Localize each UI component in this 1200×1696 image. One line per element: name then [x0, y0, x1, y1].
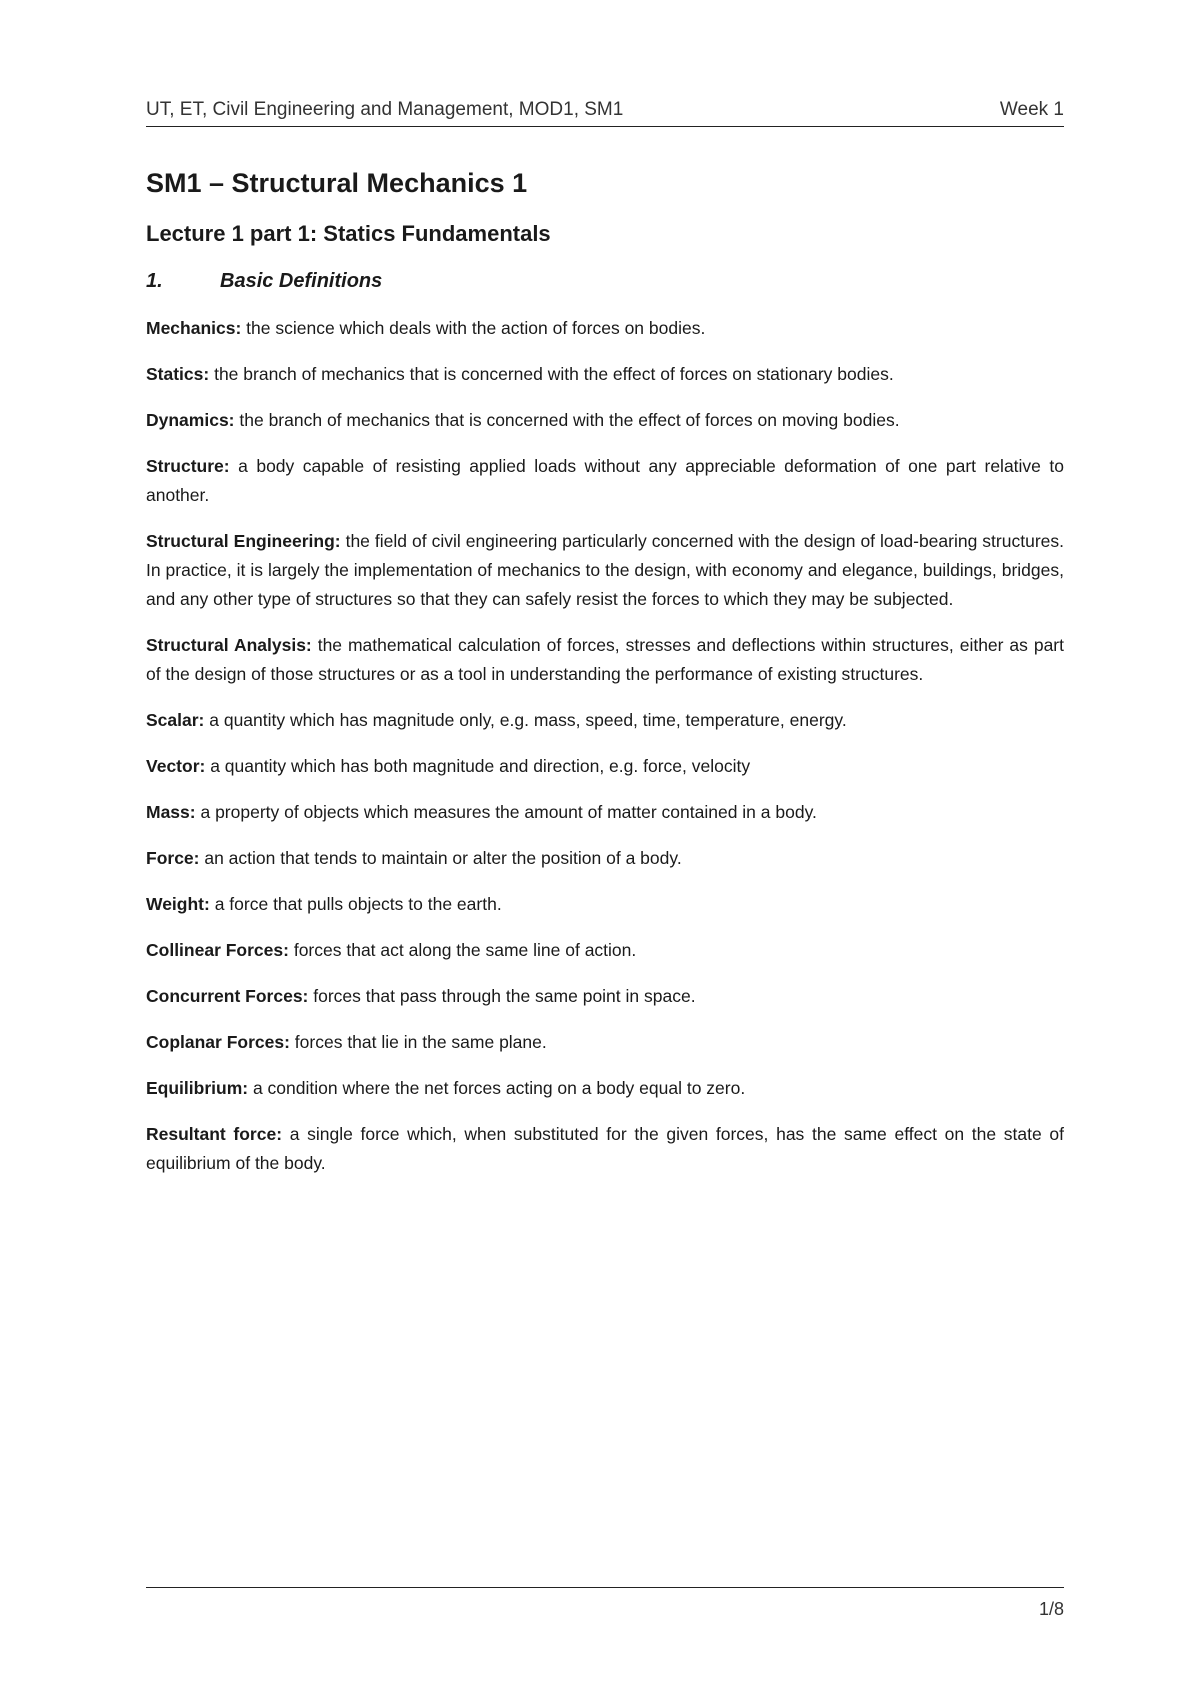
definition-statics — [146, 360, 1064, 389]
page-number: 1/8 — [1038, 1599, 1064, 1619]
section-title: Basic Definitions — [220, 270, 383, 292]
section-number: 1. — [146, 270, 163, 292]
section-heading — [146, 268, 1064, 294]
definition-term: Concurrent Forces: — [146, 986, 309, 1006]
definition-concurrent-forces — [146, 982, 1064, 1011]
definition-vector — [146, 752, 1064, 781]
definition-term: Equilibrium: — [146, 1078, 249, 1098]
definition-term: Structural Engineering: — [146, 531, 341, 551]
definition-term: Mechanics: — [146, 318, 242, 338]
definition-coplanar-forces — [146, 1028, 1064, 1057]
definition-term: Coplanar Forces: — [146, 1032, 290, 1052]
definition-text: the branch of mechanics that is concerned with the effect of forces on stationary bodies. — [209, 364, 894, 384]
definition-text: the mathematical calculation of forces, stresses and deflections within structures, either as part of the design of those structures or as a tool in understanding the performance of existing structures. — [146, 635, 1065, 684]
page-footer — [146, 1587, 1064, 1619]
definition-scalar — [146, 706, 1064, 735]
document-body — [146, 166, 1064, 1195]
definition-resultant-force — [146, 1120, 1064, 1178]
definition-collinear-forces — [146, 936, 1064, 965]
definition-dynamics — [146, 406, 1064, 435]
definition-text: a condition where the net forces acting on a body equal to zero. — [248, 1078, 746, 1098]
definition-text: forces that lie in the same plane. — [289, 1032, 547, 1052]
definition-text: an action that tends to maintain or alter the position of a body. — [199, 848, 682, 868]
definition-text: forces that act along the same line of action. — [288, 940, 637, 960]
lecture-title: Lecture 1 part 1: Statics Fundamentals — [146, 221, 551, 246]
definition-structural-analysis — [146, 631, 1064, 689]
header-course-info: UT, ET, Civil Engineering and Management, MOD1, SM1 — [146, 99, 624, 120]
definition-term: Statics: — [146, 364, 210, 384]
definition-term: Structural Analysis: — [146, 635, 312, 655]
page-header — [146, 98, 1064, 127]
definition-term: Scalar: — [146, 710, 205, 730]
document-title: SM1 – Structural Mechanics 1 — [146, 168, 528, 198]
definition-text: the branch of mechanics that is concerned with the effect of forces on moving bodies. — [234, 410, 900, 430]
definition-text: the field of civil engineering particularly concerned with the design of load-bearing structures. In practice, it is largely the implementation of mechanics to the design, with economy and elegance, buildings, bridges, and any other type of structures so that they can safely resist the forces to which they may be subjected. — [146, 531, 1064, 609]
definition-term: Weight: — [146, 894, 210, 914]
definition-term: Vector: — [146, 756, 206, 776]
definition-term: Force: — [146, 848, 200, 868]
definition-equilibrium — [146, 1074, 1064, 1103]
definition-text: a body capable of resisting applied loads without any appreciable deformation of one part relative to another. — [146, 456, 1064, 505]
definition-text: a property of objects which measures the amount of matter contained in a body. — [195, 802, 817, 822]
header-week: Week 1 — [999, 99, 1064, 120]
definition-weight — [146, 890, 1064, 919]
definition-text: a single force which, when substituted for the given forces, has the same effect on the state of equilibrium of the body. — [146, 1124, 1064, 1173]
definition-term: Structure: — [146, 456, 230, 476]
definition-structural-engineering — [146, 527, 1064, 614]
definition-term: Resultant force: — [146, 1124, 283, 1144]
definition-text: the science which deals with the action of forces on bodies. — [241, 318, 706, 338]
definition-mass — [146, 798, 1064, 827]
definition-force — [146, 844, 1064, 873]
definition-term: Collinear Forces: — [146, 940, 289, 960]
definition-text: a quantity which has magnitude only, e.g. mass, speed, time, temperature, energy. — [204, 710, 847, 730]
definition-mechanics — [146, 314, 1064, 343]
definition-term: Mass: — [146, 802, 196, 822]
definition-term: Dynamics: — [146, 410, 235, 430]
definition-text: forces that pass through the same point in space. — [308, 986, 696, 1006]
definition-structure — [146, 452, 1064, 510]
definition-text: a quantity which has both magnitude and direction, e.g. force, velocity — [205, 756, 751, 776]
definition-text: a force that pulls objects to the earth. — [209, 894, 502, 914]
